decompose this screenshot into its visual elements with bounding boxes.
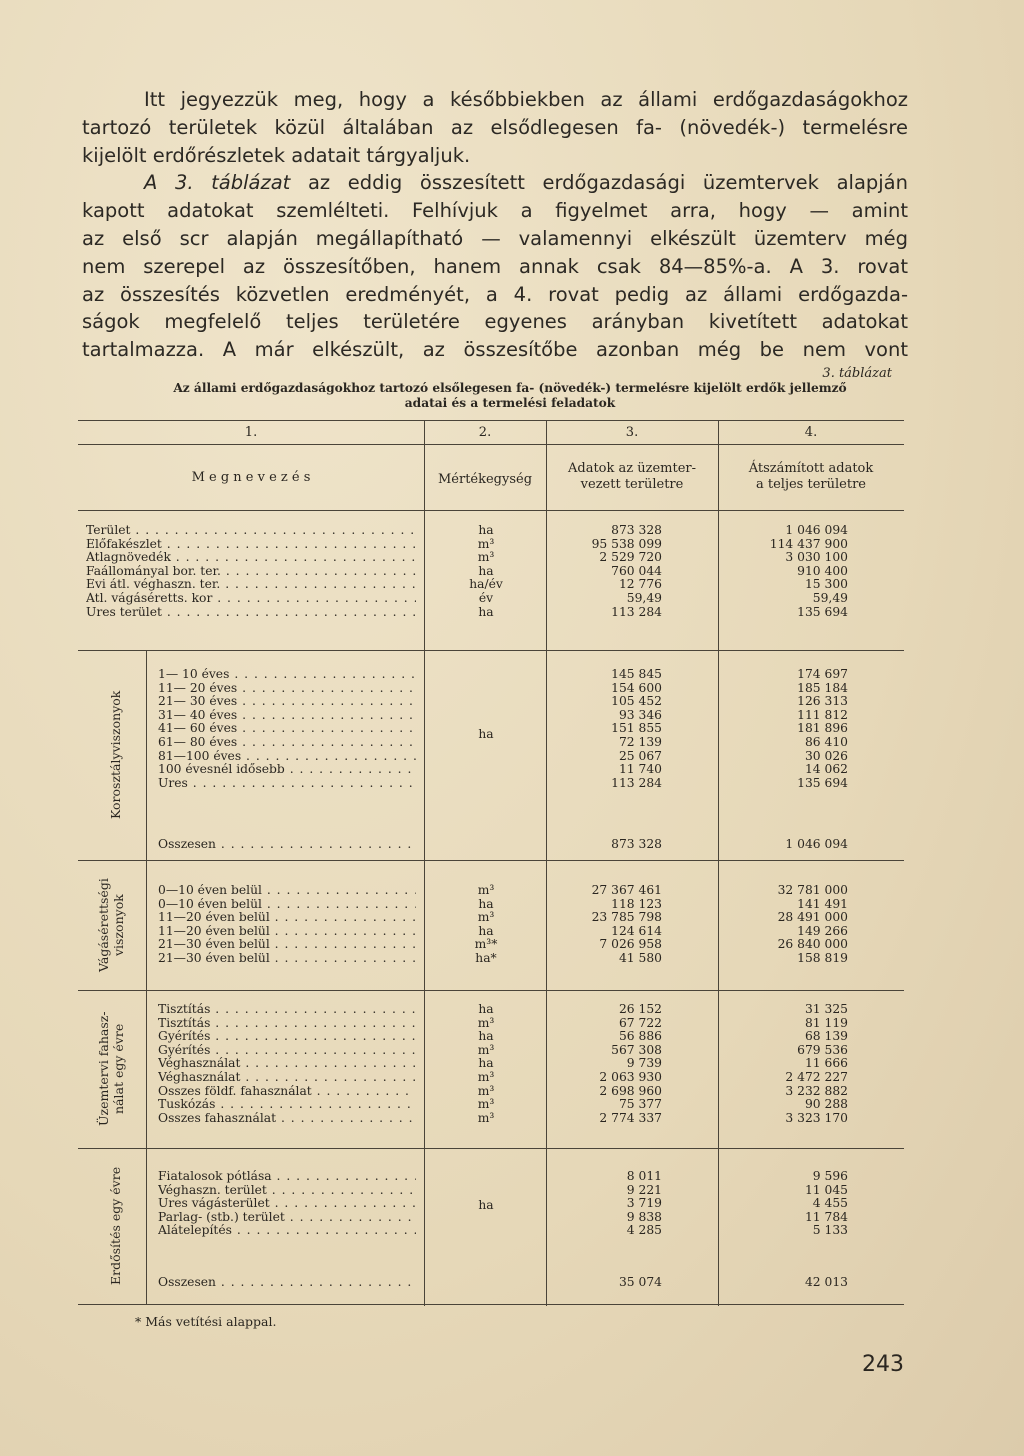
- surveyed-value-cell: 7 026 958: [599, 937, 662, 952]
- projected-value-cell: 11 784: [804, 1209, 848, 1224]
- row-label-text: Véghasználat: [158, 1071, 241, 1084]
- paragraph-line: az összesítés közvetlen eredményét, a 4. rovat pedig az állami erdőgazda-: [82, 282, 908, 306]
- surveyed-value-cell: 4 285: [626, 1223, 662, 1238]
- table-rule: [78, 420, 904, 421]
- row-label: [86, 578, 416, 592]
- unit-cell: m³: [477, 1015, 495, 1030]
- column-header-line: a teljes területre: [756, 477, 866, 492]
- row-label: [158, 1098, 416, 1112]
- unit-cell: m³: [477, 1097, 495, 1112]
- table-row: [78, 925, 904, 939]
- row-label: [158, 722, 416, 736]
- row-label: [158, 1197, 416, 1211]
- table-row: [78, 606, 904, 620]
- row-label-text: 41— 60 éves: [158, 722, 238, 736]
- paragraph-line: Itt jegyezzük meg, hogy a későbbiekben az állami erdőgazdaságokhoz: [144, 88, 908, 111]
- projected-value-cell: 26 840 000: [777, 937, 848, 952]
- row-label-text: 61— 80 éves: [158, 736, 238, 749]
- projected-value-cell: 135 694: [797, 604, 848, 619]
- surveyed-value-cell: 26 152: [618, 1002, 662, 1016]
- group-unit: ha: [478, 727, 494, 741]
- projected-value-cell: 181 896: [797, 721, 848, 736]
- row-label-text: Összesen: [158, 838, 216, 851]
- row-label: [86, 538, 416, 552]
- table-row: [78, 763, 904, 777]
- table-row: [78, 538, 904, 552]
- surveyed-value-cell: 105 452: [611, 694, 662, 709]
- row-label: [158, 898, 416, 912]
- projected-value-cell: 126 313: [797, 694, 848, 709]
- footnote: * Más vetítési alappal.: [135, 1314, 277, 1329]
- paragraph-line: tartalmazza. A már elkészült, az összesítőbe azonban még be nem vont: [82, 338, 908, 362]
- projected-value-cell: 90 288: [804, 1097, 848, 1112]
- table-row: [78, 1003, 904, 1017]
- surveyed-value-cell: 2 698 960: [599, 1083, 662, 1098]
- row-label: [86, 524, 416, 538]
- row-label-text: Tisztítás: [158, 1016, 211, 1030]
- surveyed-value-cell: 11 740: [618, 762, 662, 777]
- row-label-text: 1— 10 éves: [158, 668, 230, 681]
- row-label-text: Átl. vágáséretts. kor: [86, 592, 213, 605]
- column-header: M e g n e v e z é s: [191, 470, 311, 485]
- row-label-text: Gyérítés: [158, 1043, 211, 1057]
- surveyed-value-cell: 760 044: [611, 563, 662, 578]
- row-label-text: 31— 40 éves: [158, 708, 238, 722]
- projected-value-cell: 141 491: [797, 896, 848, 911]
- paragraph-line: az első scr alapján megállapítható — valamennyi elkészült üzemterv még: [82, 226, 908, 250]
- unit-cell: ha: [478, 1056, 494, 1071]
- row-label-text: Összesen: [158, 1276, 216, 1289]
- row-label-text: Tisztítás: [158, 1003, 211, 1016]
- projected-value-cell: 11 666: [804, 1056, 848, 1071]
- table-row: [78, 1197, 904, 1211]
- projected-value-cell: 2 472 227: [785, 1070, 848, 1084]
- surveyed-value-cell: 56 886: [618, 1029, 662, 1044]
- surveyed-value-cell: 154 600: [611, 680, 662, 695]
- unit-cell: m³: [477, 550, 495, 565]
- surveyed-value-cell: 124 614: [611, 923, 662, 938]
- row-label-text: 0—10 éven belül: [158, 884, 262, 897]
- projected-value-cell: 68 139: [804, 1029, 848, 1044]
- projected-value-cell: 31 325: [804, 1002, 848, 1016]
- projected-value-cell: 4 455: [812, 1196, 848, 1211]
- row-label: [158, 1276, 416, 1290]
- unit-cell: ha: [478, 896, 494, 911]
- surveyed-value-cell: 2 774 337: [599, 1110, 662, 1125]
- unit-cell: ha: [478, 604, 494, 619]
- table-row: [78, 898, 904, 912]
- row-label: [158, 777, 416, 791]
- table-row: [78, 551, 904, 565]
- row-label: [158, 938, 416, 952]
- paragraph-line: kapott adatokat szemlélteti. Felhívjuk a figyelmet arra, hogy — amint: [82, 199, 908, 223]
- row-label: [158, 1071, 416, 1085]
- page-number: 243: [862, 1352, 904, 1377]
- surveyed-value-cell: 2 529 720: [599, 550, 662, 565]
- group-title-line: nálat egy évre: [111, 1023, 126, 1115]
- projected-value-cell: 15 300: [804, 577, 848, 592]
- table-rule: [78, 1304, 904, 1305]
- table-row: [78, 1071, 904, 1085]
- table-row: [78, 682, 904, 696]
- column-header: [546, 461, 718, 493]
- projected-value-cell: 185 184: [797, 680, 848, 695]
- surveyed-value-cell: 27 367 461: [591, 883, 662, 897]
- row-label: [158, 1057, 416, 1071]
- paragraph-text: az eddig összesített erdőgazdasági üzemtervek alapján: [290, 171, 908, 195]
- projected-value-cell: 5 133: [812, 1223, 848, 1238]
- column-number: 2.: [478, 425, 492, 440]
- projected-value-cell: 174 697: [797, 667, 848, 681]
- row-label: [158, 1044, 416, 1058]
- surveyed-value-cell: 9 838: [626, 1209, 662, 1224]
- unit-cell: m³: [477, 536, 495, 551]
- surveyed-value-cell: 118 123: [611, 896, 662, 911]
- surveyed-value-cell: 9 739: [626, 1056, 662, 1071]
- row-label-text: 21—30 éven belül: [158, 952, 270, 965]
- surveyed-value-cell: 3 719: [626, 1196, 662, 1211]
- unit-cell: ha: [478, 563, 494, 578]
- table-row: [78, 668, 904, 682]
- table-row: [78, 1211, 904, 1225]
- row-label: [158, 911, 416, 925]
- row-label: [158, 1003, 416, 1017]
- projected-value-cell: 86 410: [804, 735, 848, 749]
- row-label: [158, 1224, 416, 1238]
- table-row: [78, 750, 904, 764]
- table-row: [78, 884, 904, 898]
- surveyed-value-cell: 25 067: [618, 748, 662, 763]
- table-row: [78, 592, 904, 606]
- table-row: [78, 736, 904, 750]
- surveyed-value-cell: 75 377: [618, 1097, 662, 1112]
- table-row: [78, 524, 904, 538]
- unit-cell: ha: [478, 923, 494, 938]
- surveyed-value-cell: 8 011: [626, 1169, 662, 1183]
- section-rule: [78, 650, 904, 651]
- row-label-text: 11—20 éven belül: [158, 924, 270, 938]
- unit-cell: m³: [477, 1070, 495, 1084]
- table-row: [78, 1224, 904, 1238]
- table-row: [78, 938, 904, 952]
- row-label-text: Gyérítés: [158, 1030, 211, 1044]
- surveyed-value-cell: 93 346: [618, 707, 662, 722]
- row-label: [158, 925, 416, 939]
- table-row: [78, 952, 904, 966]
- row-label: [158, 1184, 416, 1198]
- row-label-text: Üres vágásterület: [158, 1197, 270, 1211]
- column-number: 1.: [244, 425, 258, 440]
- group-title-line: Üzemtervi fahasz-: [96, 1011, 111, 1127]
- table-row: [78, 695, 904, 709]
- row-label: [158, 709, 416, 723]
- row-label: [158, 1030, 416, 1044]
- table-row: [78, 1085, 904, 1099]
- projected-value-cell: 28 491 000: [777, 910, 848, 925]
- unit-cell: m³: [477, 1042, 495, 1057]
- unit-cell: m³: [477, 883, 495, 897]
- row-label-text: Véghaszn. terület: [158, 1183, 267, 1197]
- surveyed-value-cell: 41 580: [618, 951, 662, 965]
- unit-cell: ha: [478, 523, 494, 537]
- row-label-text: 81—100 éves: [158, 749, 242, 763]
- unit-cell: év: [478, 591, 494, 605]
- unit-cell: m³: [477, 1110, 495, 1125]
- row-label: [158, 1112, 416, 1126]
- surveyed-value-cell: 113 284: [611, 775, 662, 790]
- paragraph-line: nem szerepel az összesítőben, hanem annak csak 84—85%-a. A 3. rovat: [82, 254, 908, 278]
- table-row: [78, 1276, 904, 1290]
- table-row: [78, 838, 904, 852]
- surveyed-value-cell: 59,49: [626, 591, 662, 605]
- projected-value-cell: 114 437 900: [769, 536, 848, 551]
- table-number: 3. táblázat: [822, 366, 892, 381]
- row-label: [86, 565, 416, 579]
- projected-value-cell: 30 026: [804, 748, 848, 763]
- surveyed-value-cell: 873 328: [611, 523, 662, 537]
- surveyed-value-cell: 12 776: [618, 577, 662, 592]
- row-label: [86, 606, 416, 620]
- row-label-text: 11— 20 éves: [158, 681, 238, 695]
- surveyed-value-cell: 873 328: [611, 837, 662, 851]
- row-label-text: 100 évesnél idősebb: [158, 763, 285, 777]
- caption-line: Az állami erdőgazdaságokhoz tartozó elsőlegesen fa- (növedék-) termelésre kijelölt erdők jellemző: [173, 381, 847, 395]
- table-row: [78, 1030, 904, 1044]
- row-label-text: 0—10 éven belül: [158, 897, 262, 911]
- row-label-text: Fiatalosok pótlása: [158, 1170, 272, 1183]
- row-label: [86, 551, 416, 565]
- surveyed-value-cell: 95 538 099: [591, 536, 662, 551]
- surveyed-value-cell: 9 221: [626, 1182, 662, 1197]
- caption-line: adatai és a termelési feladatok: [404, 396, 616, 410]
- table-row: [78, 1184, 904, 1198]
- row-label: [158, 838, 416, 852]
- projected-value-cell: 42 013: [804, 1275, 848, 1289]
- row-label-text: Véghasználat: [158, 1057, 241, 1071]
- row-label-text: 21—30 éven belül: [158, 938, 270, 952]
- row-label-text: Összes fahasználat: [158, 1111, 277, 1125]
- group-title-line: viszonyok: [111, 894, 126, 956]
- body-text: [82, 86, 908, 364]
- projected-value-cell: 1 046 094: [785, 523, 848, 537]
- projected-value-cell: 32 781 000: [777, 883, 848, 897]
- unit-cell: m³: [477, 910, 495, 925]
- projected-value-cell: 11 045: [804, 1182, 848, 1197]
- row-label-text: Évi átl. véghaszn. ter.: [86, 578, 221, 592]
- row-label: [158, 952, 416, 966]
- table-row: [78, 709, 904, 723]
- unit-cell: m³: [477, 1083, 495, 1098]
- row-label-text: Tuskózás: [158, 1098, 216, 1112]
- table-row: [78, 578, 904, 592]
- projected-value-cell: 158 819: [797, 951, 848, 965]
- unit-cell: ha: [478, 1029, 494, 1044]
- surveyed-value-cell: 2 063 930: [599, 1070, 662, 1084]
- row-label-text: Üres terület: [86, 605, 162, 619]
- projected-value-cell: 81 119: [804, 1015, 848, 1030]
- surveyed-value-cell: 67 722: [618, 1015, 662, 1030]
- paragraph-line: [82, 169, 908, 197]
- column-number: 4.: [804, 425, 818, 440]
- paragraph-line: kijelölt erdőrészletek adatait tárgyaljuk.: [82, 143, 471, 167]
- row-label: [158, 1211, 416, 1225]
- surveyed-value-cell: 567 308: [611, 1042, 662, 1057]
- group-title: Erdősítés egy évre: [108, 1166, 123, 1286]
- table-row: [78, 1112, 904, 1126]
- section-rule: [78, 990, 904, 991]
- surveyed-value-cell: 35 074: [618, 1275, 662, 1289]
- table-row: [78, 565, 904, 579]
- surveyed-value-cell: 151 855: [611, 721, 662, 736]
- projected-value-cell: 59,49: [812, 591, 848, 605]
- surveyed-value-cell: 145 845: [611, 667, 662, 681]
- paragraph-line: ságok megfelelő teljes területére egyenes arányban kivetített adatokat: [82, 310, 908, 334]
- row-label: [86, 592, 416, 606]
- table-row: [78, 1098, 904, 1112]
- unit-cell: ha/év: [469, 577, 503, 592]
- section-rule: [78, 860, 904, 861]
- surveyed-value-cell: 23 785 798: [591, 910, 662, 925]
- column-header-line: Átszámított adatok: [748, 461, 874, 476]
- projected-value-cell: 9 596: [812, 1169, 848, 1183]
- table-rule: [78, 444, 904, 445]
- row-label-text: Összes földf. fahasználat: [158, 1084, 312, 1098]
- column-header: Mértékegység: [437, 472, 533, 487]
- row-label: [158, 695, 416, 709]
- projected-value-cell: 14 062: [804, 762, 848, 777]
- row-label: [158, 736, 416, 750]
- unit-cell: ha: [478, 1002, 494, 1016]
- projected-value-cell: 910 400: [797, 563, 848, 578]
- group-title-line: Vágásérettségi: [96, 878, 111, 972]
- row-label-text: Alátelepítés: [158, 1224, 232, 1238]
- row-label-text: Terület: [86, 524, 131, 537]
- row-label: [158, 1085, 416, 1099]
- paragraph-line: tartozó területek közül általában az elsődlegesen fa- (növedék-) termelésre: [82, 115, 908, 139]
- row-label: [158, 884, 416, 898]
- row-label: [158, 1017, 416, 1031]
- row-label-text: 11—20 éven belül: [158, 911, 270, 925]
- row-label: [158, 668, 416, 682]
- column-header-line: Adatok az üzemter-: [567, 461, 697, 476]
- column-header: [718, 461, 904, 493]
- row-label: [158, 750, 416, 764]
- data-table: [78, 420, 904, 1306]
- row-label-text: Parlag- (stb.) terület: [158, 1210, 285, 1224]
- table-row: [78, 1057, 904, 1071]
- unit-cell: ha*: [475, 951, 497, 965]
- table-row: [78, 911, 904, 925]
- column-number: 3.: [625, 425, 639, 440]
- unit-cell: m³*: [474, 937, 498, 952]
- projected-value-cell: 135 694: [797, 775, 848, 790]
- row-label-text: Üres: [158, 776, 188, 790]
- group-title: Korosztályviszonyok: [108, 690, 123, 820]
- projected-value-cell: 3 232 882: [785, 1083, 848, 1098]
- table-row: [78, 1044, 904, 1058]
- table-caption: [110, 381, 910, 411]
- table-rule: [78, 510, 904, 511]
- surveyed-value-cell: 72 139: [618, 735, 662, 749]
- table-reference: A 3. táblázat: [144, 171, 291, 195]
- column-header-line: vezett területre: [580, 477, 684, 492]
- section-rule: [78, 1148, 904, 1149]
- row-label-text: 21— 30 éves: [158, 695, 238, 709]
- table-row: [78, 1170, 904, 1184]
- table-row: [78, 777, 904, 791]
- surveyed-value-cell: 113 284: [611, 604, 662, 619]
- projected-value-cell: 111 812: [797, 707, 848, 722]
- table-row: [78, 1017, 904, 1031]
- row-label-text: Faállományal bor. ter.: [86, 564, 221, 578]
- projected-value-cell: 149 266: [797, 923, 848, 938]
- row-label: [158, 682, 416, 696]
- projected-value-cell: 3 323 170: [785, 1110, 848, 1125]
- projected-value-cell: 3 030 100: [785, 550, 848, 565]
- row-label: [158, 763, 416, 777]
- projected-value-cell: 679 536: [797, 1042, 848, 1057]
- row-label: [158, 1170, 416, 1184]
- table-row: [78, 722, 904, 736]
- row-label-text: Átlagnövedék: [86, 551, 171, 565]
- projected-value-cell: 1 046 094: [785, 837, 848, 851]
- group-unit: ha: [478, 1198, 494, 1212]
- row-label-text: Élőfakészlet: [86, 537, 162, 551]
